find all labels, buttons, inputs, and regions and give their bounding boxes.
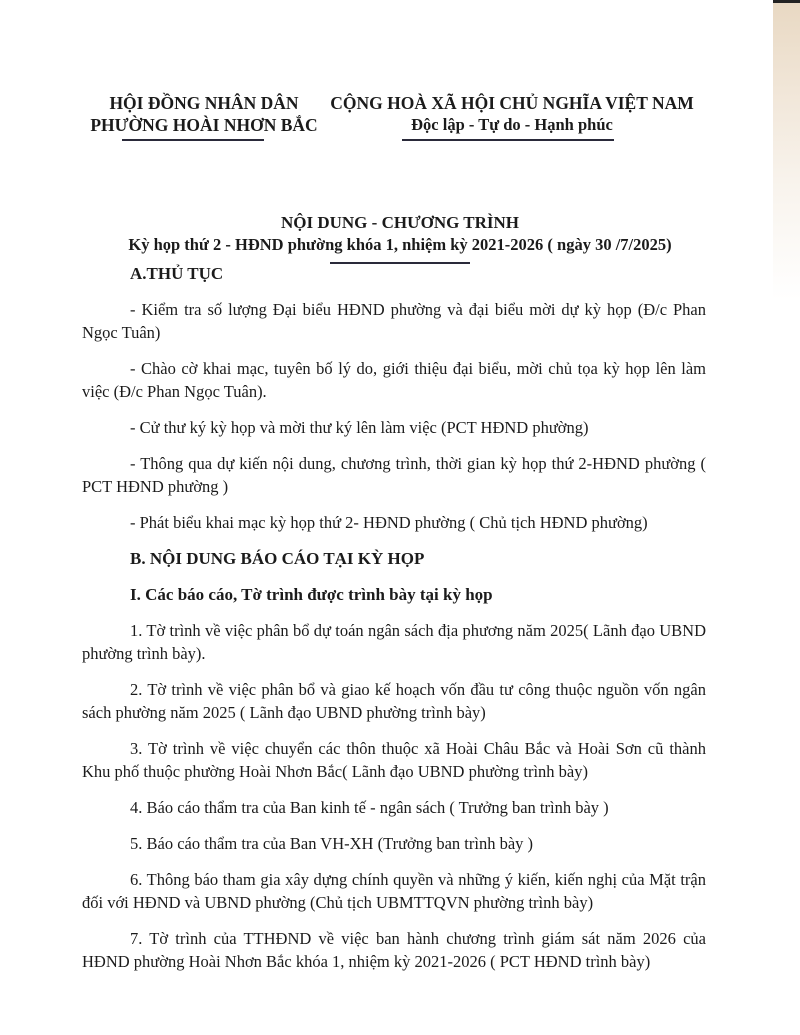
motto-underline [402, 139, 614, 141]
national-motto [312, 92, 712, 136]
report-item: 6. Thông báo tham gia xây dựng chính quyền và những ý kiến, kiến nghị của Mặt trận đối với HĐND và UBND phường (Chủ tịch UBMTTQVN phường trình bày) [82, 870, 706, 912]
procedure-item: - Thông qua dự kiến nội dung, chương trình, thời gian kỳ họp thứ 2-HĐND phường ( PCT HĐND phường ) [82, 454, 706, 496]
motto: Độc lập - Tự do - Hạnh phúc [411, 115, 613, 134]
section-b-heading: B. NỘI DUNG BÁO CÁO TẠI KỲ HỌP [130, 549, 425, 568]
report-item: 3. Tờ trình về việc chuyển các thôn thuộc xã Hoài Châu Bắc và Hoài Sơn cũ thành Khu phố thuộc phường Hoài Nhơn Bắc( Lãnh đạo UBND phường trình bày) [82, 739, 706, 781]
country-name: CỘNG HOÀ XÃ HỘI CHỦ NGHĨA VIỆT NAM [330, 93, 694, 113]
document-header [0, 92, 800, 162]
procedure-item: - Cử thư ký kỳ họp và mời thư ký lên làm việc (PCT HĐND phường) [130, 418, 589, 437]
authority-underline [122, 139, 264, 141]
document-title [80, 212, 720, 264]
section-a-heading: A.THỦ TỤC [130, 264, 224, 283]
scan-edge-mark [773, 0, 800, 3]
document-body [82, 262, 706, 973]
title-main: NỘI DUNG - CHƯƠNG TRÌNH [280, 213, 519, 232]
procedure-item: - Kiểm tra số lượng Đại biểu HĐND phường và đại biểu mời dự kỳ họp (Đ/c Phan Ngọc Tuân) [82, 300, 706, 342]
report-item: 4. Báo cáo thẩm tra của Ban kinh tế - ngân sách ( Trưởng ban trình bày ) [130, 798, 609, 817]
title-subtitle: Kỳ họp thứ 2 - HĐND phường khóa 1, nhiệm kỳ 2021-2026 ( ngày 30 /7/2025) [128, 235, 672, 254]
report-item: 7. Tờ trình của TTHĐND về việc ban hành chương trình giám sát năm 2026 của HĐND phường Hoài Nhơn Bắc khóa 1, nhiệm kỳ 2021-2026 ( PCT HĐND trình bày) [82, 929, 706, 971]
procedure-item: - Phát biểu khai mạc kỳ họp thứ 2- HĐND phường ( Chủ tịch HĐND phường) [130, 513, 648, 532]
report-item: 1. Tờ trình về việc phân bổ dự toán ngân sách địa phương năm 2025( Lãnh đạo UBND phường trình bày). [82, 621, 706, 663]
report-item: 5. Báo cáo thẩm tra của Ban VH-XH (Trưởng ban trình bày ) [130, 834, 534, 853]
section-b-subheading: I. Các báo cáo, Tờ trình được trình bày tại kỳ họp [130, 585, 493, 604]
report-item: 2. Tờ trình về việc phân bổ và giao kế hoạch vốn đầu tư công thuộc nguồn vốn ngân sách phường năm 2025 ( Lãnh đạo UBND phường trình bày) [82, 680, 706, 722]
authority-line-1: HỘI ĐỒNG NHÂN DÂN [109, 93, 299, 113]
procedure-item: - Chào cờ khai mạc, tuyên bố lý do, giới thiệu đại biểu, mời chủ tọa kỳ họp lên làm việc (Đ/c Phan Ngọc Tuân). [82, 359, 706, 401]
issuing-authority [84, 92, 324, 136]
authority-line-2: PHƯỜNG HOÀI NHƠN BẮC [90, 115, 318, 135]
